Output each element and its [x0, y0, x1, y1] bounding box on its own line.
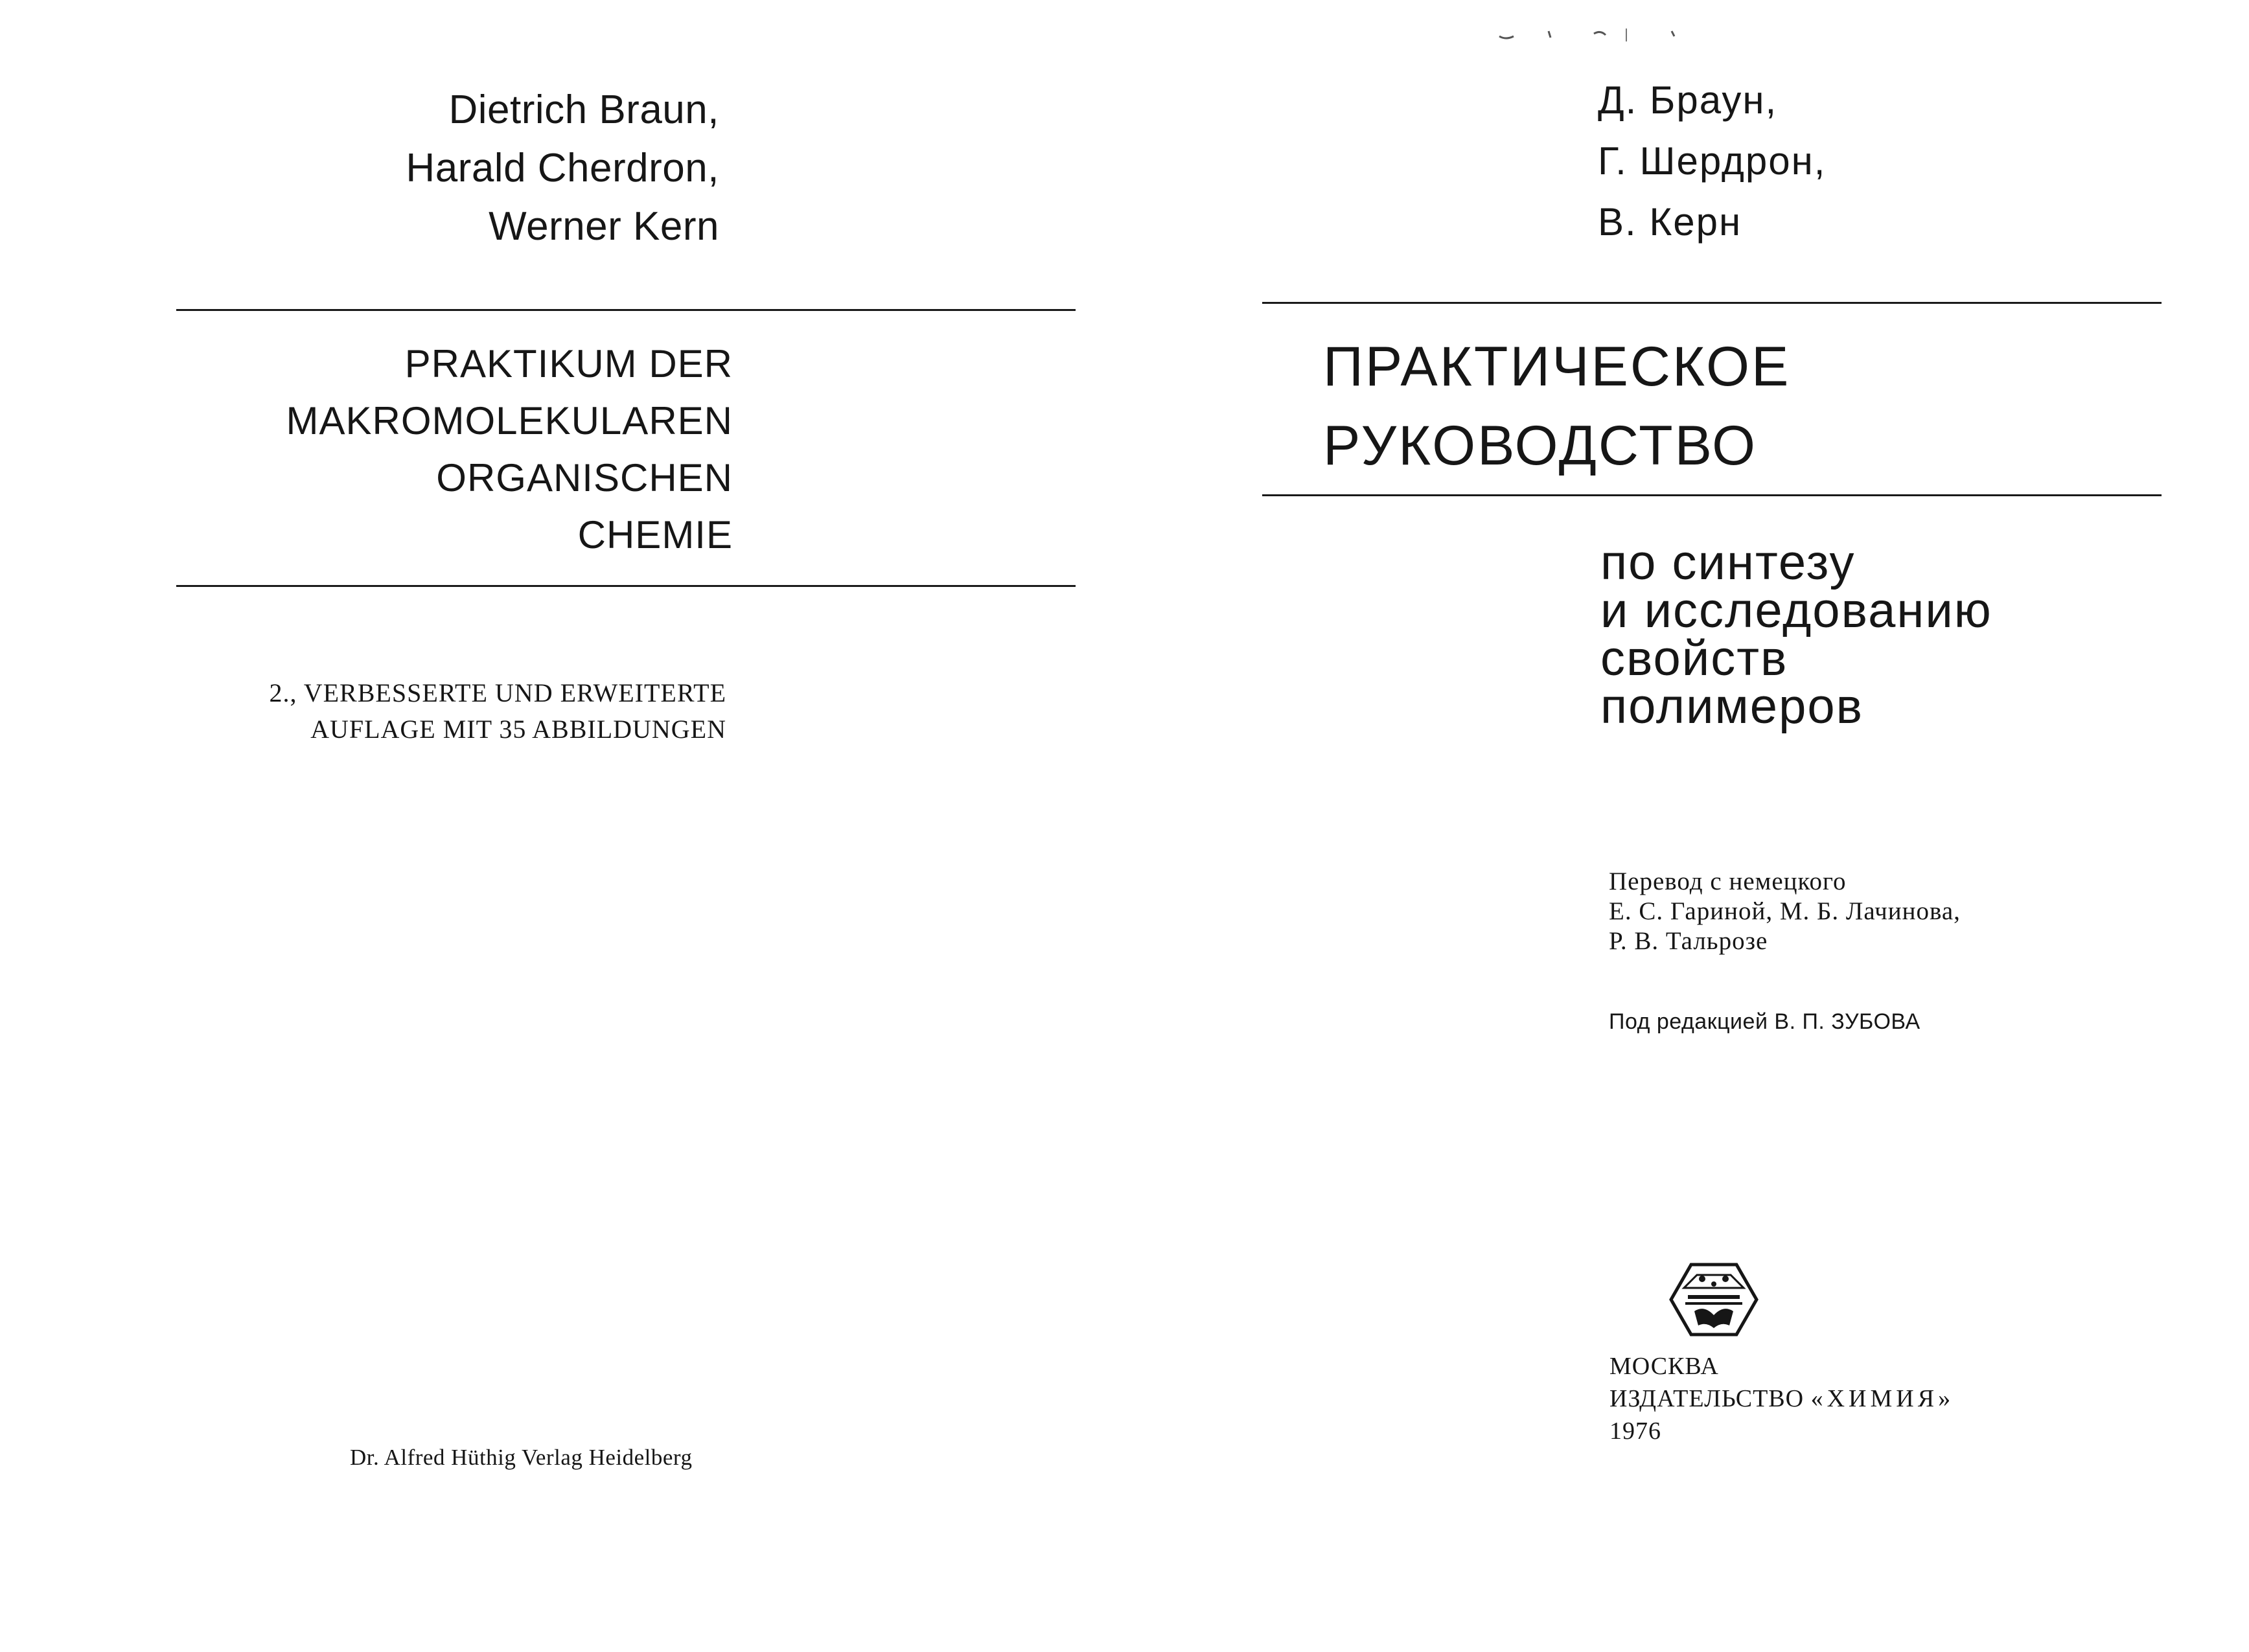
author-name: Dietrich Braun, — [448, 87, 719, 132]
author-list-russian — [1598, 70, 1826, 253]
subtitle-line: и исследованию — [1600, 583, 1992, 638]
translation-credit — [1609, 867, 1961, 956]
imprint-year: 1976 — [1609, 1417, 1661, 1445]
author-name: Д. Браун, — [1598, 78, 1778, 122]
author-name: Harald Cherdron, — [406, 146, 719, 190]
title-line: РУКОВОДСТВО — [1323, 415, 1758, 477]
imprint-publisher-name: «ХИМИЯ» — [1810, 1385, 1955, 1412]
author-list-german — [406, 81, 719, 256]
imprint-publisher — [1609, 1382, 1954, 1415]
title-line: PRAKTIKUM DER — [404, 342, 733, 385]
title-rule-bottom — [1262, 494, 2162, 496]
imprint-city: МОСКВА — [1609, 1353, 1719, 1380]
translator-line: Р. В. Тальрозе — [1609, 927, 1768, 955]
edition-line: AUFLAGE MIT 35 ABBILDUNGEN — [310, 715, 726, 744]
author-name: В. Керн — [1598, 200, 1742, 244]
author-name: Г. Шердрон, — [1598, 139, 1827, 183]
ink-marks — [1497, 23, 1685, 43]
author-name: Werner Kern — [489, 204, 719, 249]
title-rule-top — [176, 309, 1076, 311]
title-rule-bottom — [176, 585, 1076, 587]
book-title-german — [286, 336, 733, 564]
publisher-emblem-icon — [1668, 1261, 1759, 1338]
subtitle-line: свойств — [1600, 631, 1788, 686]
edition-line: 2., VERBESSERTE UND ERWEITERTE — [269, 678, 726, 707]
edition-note — [269, 675, 726, 748]
imprint-publisher-prefix: ИЗДАТЕЛЬСТВО — [1609, 1385, 1811, 1412]
title-line: MAKROMOLEKULAREN — [286, 399, 733, 442]
publisher-german: Dr. Alfred Hüthig Verlag Heidelberg — [350, 1445, 693, 1470]
subtitle-line: полимеров — [1600, 679, 1863, 734]
editor-credit: Под редакцией В. П. ЗУБОВА — [1609, 1009, 1920, 1034]
title-rule-top — [1262, 302, 2162, 304]
subtitle-line: по синтезу — [1600, 535, 1856, 590]
translator-line: Е. С. Гариной, М. Б. Лачинова, — [1609, 897, 1961, 925]
title-line: ПРАКТИЧЕСКОЕ — [1323, 336, 1791, 398]
translation-intro: Перевод с немецкого — [1609, 867, 1847, 895]
left-page — [0, 0, 1124, 1652]
book-title-russian — [1323, 327, 1790, 485]
title-line: ORGANISCHEN — [436, 456, 733, 499]
book-subtitle-russian — [1600, 535, 1992, 734]
right-page — [1124, 0, 2249, 1652]
imprint — [1609, 1350, 1954, 1447]
title-line: CHEMIE — [577, 513, 733, 556]
